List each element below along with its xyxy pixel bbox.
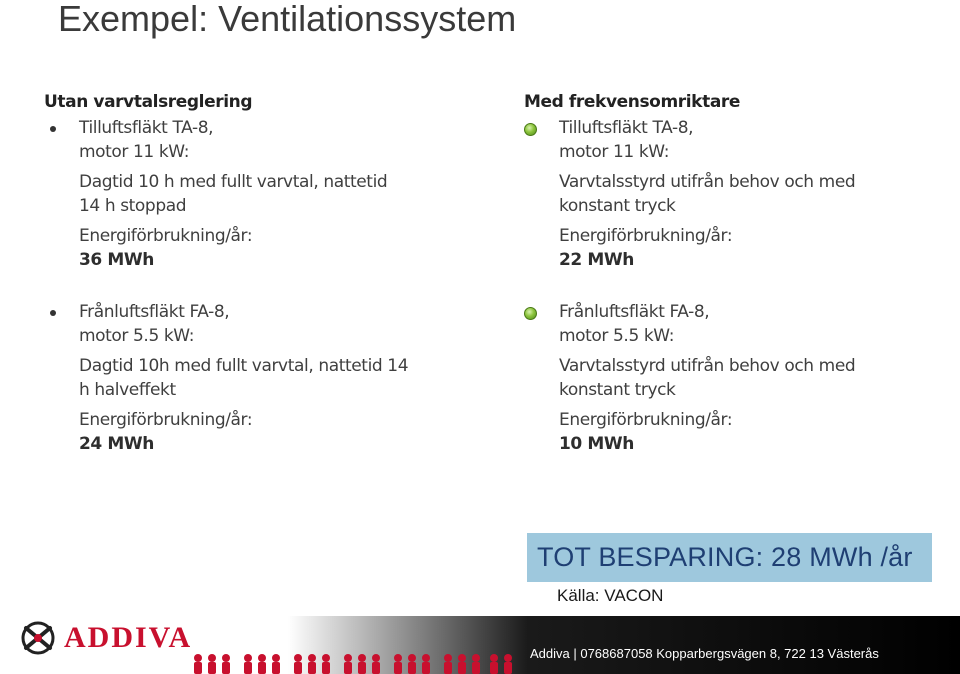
black-dot-bullet-icon bbox=[50, 126, 56, 132]
energy-label: Energiförbrukning/år: bbox=[79, 410, 253, 430]
item-name-line: Tilluftsfläkt TA-8, bbox=[79, 118, 214, 138]
item-name-line: motor 11 kW: bbox=[559, 142, 670, 162]
right-item-supply-fan bbox=[524, 116, 954, 272]
source-label: Källa: VACON bbox=[557, 586, 664, 605]
left-item-exhaust-fan bbox=[44, 300, 464, 456]
item-desc-line: h halveffekt bbox=[79, 380, 176, 400]
item-desc-line: konstant tryck bbox=[559, 196, 676, 216]
item-desc-line: Varvtalsstyrd utifrån behov och med bbox=[559, 172, 856, 192]
energy-label: Energiförbrukning/år: bbox=[79, 226, 253, 246]
item-desc-line: Dagtid 10 h med fullt varvtal, nattetid bbox=[79, 172, 388, 192]
logo-text: ADDIVA bbox=[64, 621, 193, 654]
left-column bbox=[44, 92, 464, 456]
people-row-icon bbox=[190, 652, 520, 674]
right-column bbox=[524, 92, 954, 456]
energy-value: 22 MWh bbox=[559, 250, 634, 270]
total-savings-box bbox=[527, 533, 932, 582]
item-name-line: Tilluftsfläkt TA-8, bbox=[559, 118, 694, 138]
total-savings-text: TOT BESPARING: 28 MWh /år bbox=[537, 542, 913, 572]
black-dot-bullet-icon bbox=[50, 310, 56, 316]
item-name-line: Frånluftsfläkt FA-8, bbox=[559, 302, 710, 322]
item-name-line: motor 5.5 kW: bbox=[79, 326, 195, 346]
right-heading: Med frekvensomriktare bbox=[524, 92, 741, 112]
green-sphere-bullet-icon bbox=[524, 123, 537, 136]
energy-value: 24 MWh bbox=[79, 434, 154, 454]
item-desc-line: konstant tryck bbox=[559, 380, 676, 400]
item-name-line: motor 11 kW: bbox=[79, 142, 190, 162]
item-desc-line: 14 h stoppad bbox=[79, 196, 187, 216]
addiva-logo-icon bbox=[20, 620, 56, 656]
energy-label: Energiförbrukning/år: bbox=[559, 226, 733, 246]
green-sphere-bullet-icon bbox=[524, 307, 537, 320]
right-item-exhaust-fan bbox=[524, 300, 954, 456]
item-name-line: Frånluftsfläkt FA-8, bbox=[79, 302, 230, 322]
slide-title: Exempel: Ventilationssystem bbox=[58, 0, 517, 39]
energy-label: Energiförbrukning/år: bbox=[559, 410, 733, 430]
item-name-line: motor 5.5 kW: bbox=[559, 326, 675, 346]
footer-logo bbox=[20, 618, 192, 658]
left-heading: Utan varvtalsreglering bbox=[44, 92, 253, 112]
energy-value: 10 MWh bbox=[559, 434, 634, 454]
item-desc-line: Varvtalsstyrd utifrån behov och med bbox=[559, 356, 856, 376]
footer-contact: Addiva | 0768687058 Kopparbergsvägen 8, 722 13 Västerås bbox=[530, 646, 879, 661]
left-item-supply-fan bbox=[44, 116, 464, 272]
item-desc-line: Dagtid 10h med fullt varvtal, nattetid 14 bbox=[79, 356, 409, 376]
energy-value: 36 MWh bbox=[79, 250, 154, 270]
